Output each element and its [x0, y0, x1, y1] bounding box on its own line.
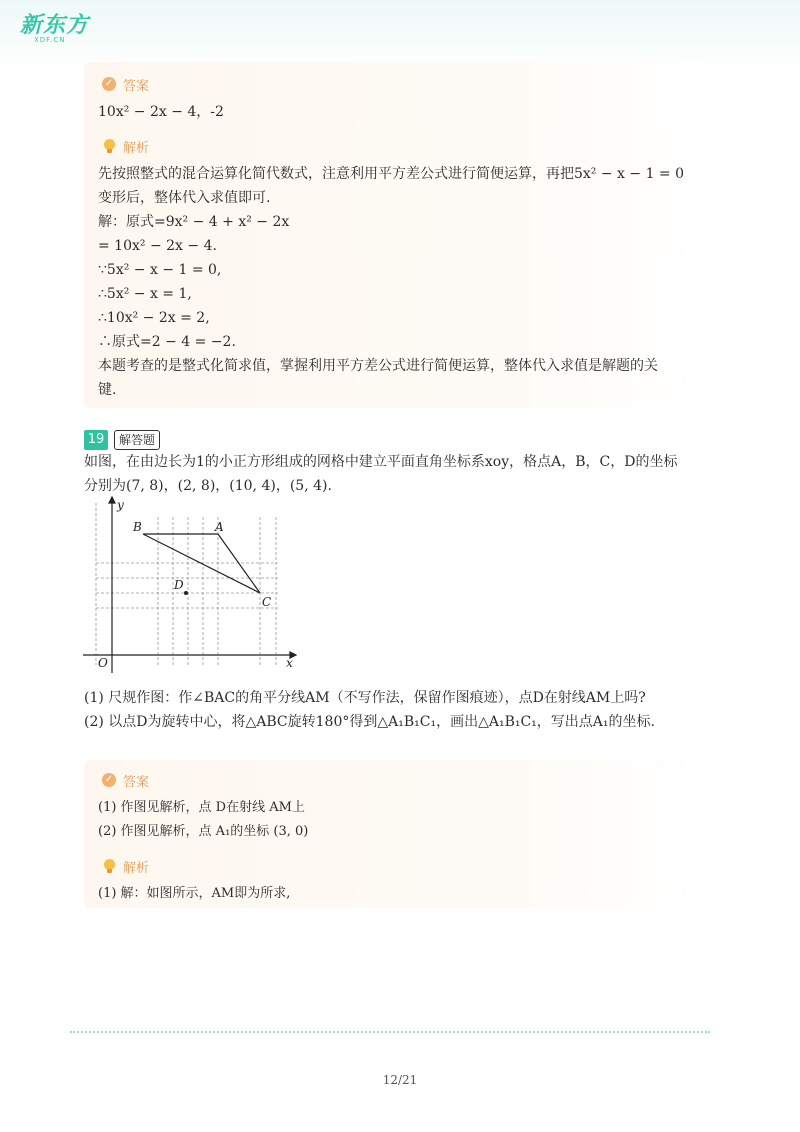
analysis-label: 解析 [102, 856, 149, 876]
check-icon: ✓ [102, 773, 116, 787]
answer-label: ✓ 答案 [102, 770, 149, 790]
analysis-line: ∵5x² − x − 1 = 0, [98, 262, 222, 278]
analysis-line: 解：原式=9x² − 4 + x² − 2x [98, 214, 290, 230]
x-axis-label: x [286, 656, 293, 670]
y-axis-label: y [117, 498, 124, 512]
check-icon: ✓ [102, 77, 116, 91]
analysis-line: (1) 解：如图所示，AM即为所求, [98, 886, 291, 901]
origin-label: O [98, 656, 108, 670]
footer-divider [70, 1031, 710, 1033]
answer-line: (2) 作图见解析，点 A₁的坐标 (3, 0) [98, 824, 309, 839]
question-stem-line: 如图，在由边长为1的小正方形组成的网格中建立平面直角坐标系xoy，格点A，B，C，D的坐标 [84, 454, 678, 470]
point-label-a: A [215, 520, 224, 534]
question-stem-line: 分别为(7, 8)，(2, 8)，(10, 4)，(5, 4). [84, 478, 332, 494]
analysis-line: 键. [98, 382, 117, 398]
analysis-line: 本题考查的是整式化简求值，掌握利用平方差公式进行简便运算，整体代入求值是解题的关 [98, 358, 658, 374]
question-type-tag: 解答题 [114, 430, 160, 450]
analysis-line: ∴原式=2 − 4 = −2. [98, 334, 236, 350]
question-number-badge: 19 [84, 430, 108, 450]
grid-lines [96, 503, 278, 665]
analysis-line: ∴10x² − 2x = 2, [98, 310, 210, 326]
point-label-b: B [133, 520, 142, 534]
analysis-line: 先按照整式的混合运算化简代数式，注意利用平方差公式进行简便运算，再把5x² − x − 1 = 0 [98, 166, 685, 182]
lightbulb-icon [104, 139, 115, 153]
point-d [184, 591, 188, 595]
question-part-1: (1) 尺规作图：作∠BAC的角平分线AM（不写作法，保留作图痕迹），点D在射线AM上吗? [84, 690, 646, 706]
analysis-line: ∴5x² − x = 1, [98, 286, 192, 302]
question-part-2: (2) 以点D为旋转中心，将△ABC旋转180°得到△A₁B₁C₁，画出△A₁B₁C₁，写出点A₁的坐标. [84, 714, 655, 730]
page-number: 12/21 [382, 1073, 418, 1087]
axes [83, 497, 296, 673]
logo-text: 新东方 [20, 13, 90, 38]
logo-subtext: XDF.CN [34, 36, 66, 44]
prev-analysis-label: 解析 [102, 136, 149, 156]
answer-line: (1) 作图见解析，点 D在射线 AM上 [98, 800, 305, 815]
point-label-c: C [262, 595, 272, 609]
analysis-line: = 10x² − 2x − 4. [98, 238, 217, 254]
prev-answer-text: 10x² − 2x − 4，-2 [98, 104, 224, 120]
header-band [0, 0, 800, 70]
coordinate-grid-figure [78, 495, 298, 675]
prev-answer-label: ✓ 答案 [102, 74, 149, 94]
triangle-abc [143, 534, 260, 593]
logo [20, 8, 89, 44]
analysis-line: 变形后，整体代入求值即可. [98, 190, 271, 206]
point-label-d: D [174, 578, 184, 592]
lightbulb-icon [104, 859, 115, 873]
